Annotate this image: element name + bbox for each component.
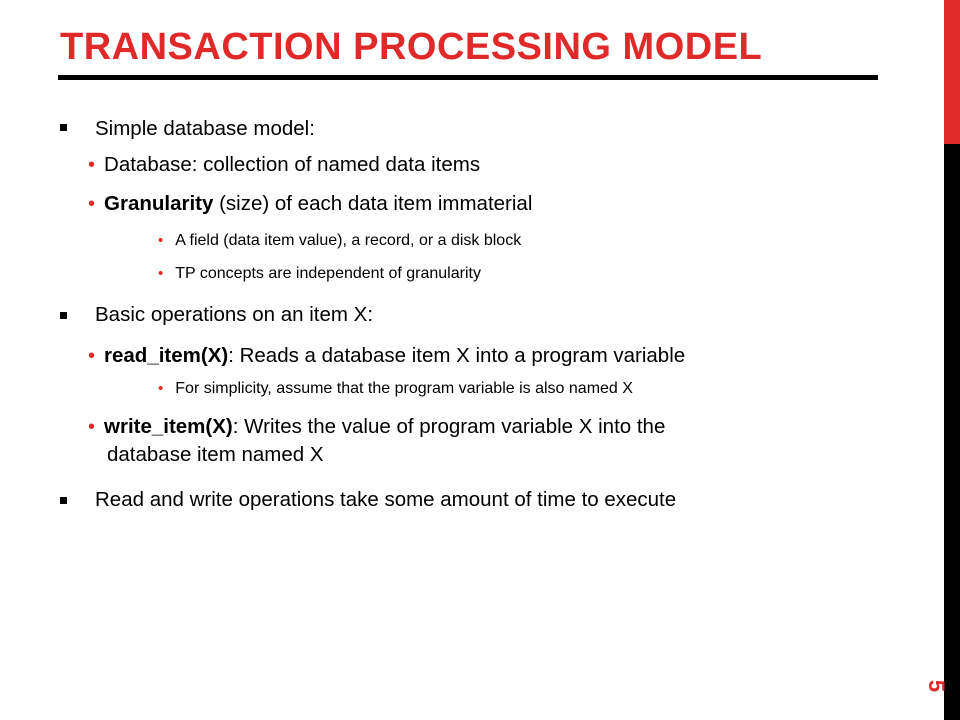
bullet-read-item — [88, 344, 685, 368]
title-underline — [58, 75, 878, 80]
bullet-text: : Reads a database item X into a program variable — [228, 344, 686, 367]
bullet-field-record-block — [158, 232, 521, 250]
side-bar-black — [944, 144, 960, 720]
bullet-text: Simple database model: — [95, 117, 315, 140]
dot-bullet-icon: • — [158, 265, 164, 282]
dot-bullet-icon: • — [158, 380, 164, 397]
bullet-tp-independent — [158, 265, 481, 283]
bullet-text: database item named X — [107, 443, 324, 466]
bullet-basic-operations — [95, 303, 373, 327]
bullet-text: Read and write operations take some amount of time to execute — [95, 488, 677, 511]
bullet-write-item-continuation — [107, 443, 324, 467]
bullet-database-collection — [88, 153, 480, 177]
bullet-simple-db-model — [95, 117, 315, 141]
dot-bullet-icon: • — [88, 345, 96, 367]
bullet-text: : Writes the value of program variable X into the — [232, 415, 666, 438]
dot-bullet-icon: • — [88, 416, 96, 438]
bullet-text: Basic operations on an item X: — [95, 303, 374, 326]
dot-bullet-icon: • — [158, 232, 164, 249]
dot-bullet-icon: • — [88, 154, 96, 176]
bullet-text: Database: collection of named data items — [104, 153, 481, 176]
bullet-simplicity — [158, 380, 633, 398]
square-bullet-icon — [60, 312, 67, 319]
bullet-bold-term: write_item(X) — [104, 415, 233, 438]
bullet-write-item — [88, 415, 665, 439]
dot-bullet-icon: • — [88, 193, 96, 215]
slide-title: TRANSACTION PROCESSING MODEL — [60, 26, 763, 68]
bullet-read-write-time — [95, 488, 676, 512]
bullet-granularity — [88, 192, 532, 216]
bullet-bold-term: read_item(X) — [104, 344, 229, 367]
bullet-text: TP concepts are independent of granularity — [175, 265, 481, 282]
bullet-bold-term: Granularity — [104, 192, 214, 215]
bullet-text: (size) of each data item immaterial — [213, 192, 533, 215]
square-bullet-icon — [60, 124, 67, 131]
square-bullet-icon — [60, 497, 67, 504]
side-bar-red — [944, 0, 960, 144]
page-number: 5 — [924, 679, 949, 693]
bullet-text: A field (data item value), a record, or a disk block — [175, 232, 522, 249]
bullet-text: For simplicity, assume that the program variable is also named X — [175, 380, 633, 397]
